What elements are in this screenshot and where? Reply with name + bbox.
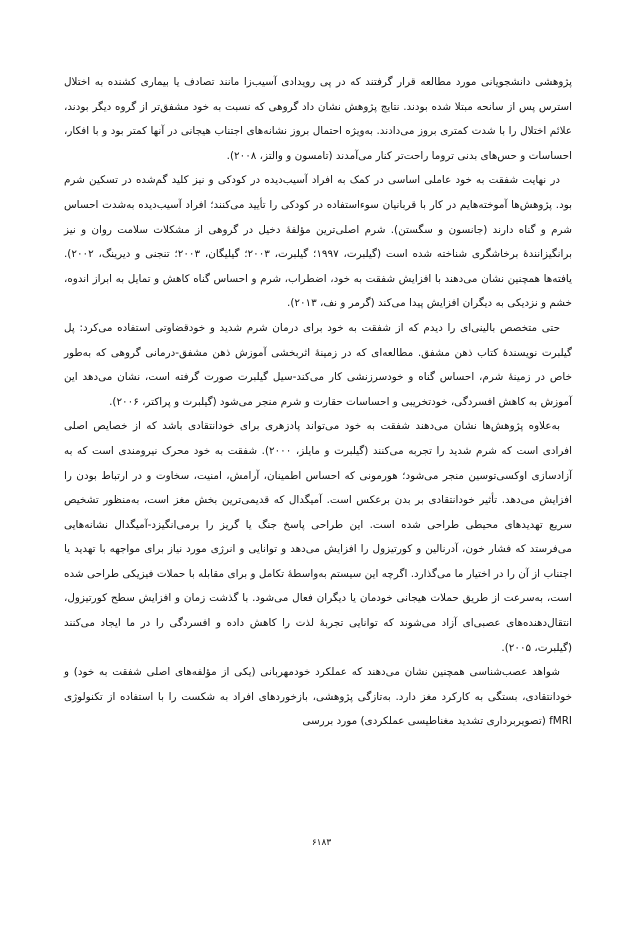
page-number: ۶۱۸۳ [311,838,332,848]
paragraph-3: حتی متخصص بالینی‌ای را دیدم که از شفقت به خود برای درمان شرم شدید و خودقضاوتی استفاده می‌کرد: پل گیلبرت نویسندهٔ کتاب ذهن مشفق. مطالعه‌ای که در زمینهٔ اثربخشی آموزش ذهن مشفق-درمانی گروهی که به‌طور خاص در زمینهٔ شرم، احساس گناه و خودسرزنشی کار می‌کند-سیل گیلبرت صورت گرفته است، نشان می‌دهد این آموزش به کاهش افسردگی، خودتخریبی و احساسات حقارت و شرم منجر می‌شود (گیلبرت و پراکتر، ۲۰۰۶). [64,321,572,408]
paragraph-5: شواهد عصب‌شناسی همچنین نشان می‌دهند که عملکرد خودمهربانی (یکی از مؤلفه‌های اصلی شفقت به خود) و خودانتقادی، بستگی به کارکرد مغز دارد. به‌تازگی پژوهشی، بازخوردهای افراد به شکست را با استفاده از تکنولوژی fMRI (تصویربرداری تشدید مغناطیسی عملکردی) مورد بررسی [64,666,572,728]
paragraph-2: در نهایت شفقت به خود عاملی اساسی در کمک به افراد آسیب‌دیده در کودکی و نیز کلید گم‌شده در تسکین شرم بود. پژوهش‌ها آموخته‌هایم در کار با قربانیان سوءاستفاده در کودکی را تأیید می‌کنند؛ افراد آسیب‌دیده به‌شدت احساس شرم و گناه دارند (جانسون و سگستن). شرم اصلی‌ترین مؤلفهٔ دخیل در گروهی از مشکلات سلامت روان و نیز برانگیزانندهٔ برخاشگری شناخته شده است (گیلبرت، ۱۹۹۷؛ گیلبرت، ۲۰۰۳؛ گیلیگان، ۲۰۰۳؛ تنجنی و دیرینگ، ۲۰۰۲). یافته‌ها همچنین نشان می‌دهند با افزایش شفقت به خود، اضطراب، شرم و احساس گناه کاهش و تمایل به ابراز اندوه، خشم و نزدیکی به دیگران افزایش پیدا می‌کند (گرمر و نف، ۲۰۱۳). [64,174,572,310]
page-body [64,70,572,734]
paragraph-1: پژوهشی دانشجویانی مورد مطالعه قرار گرفتند که در پی رویدادی آسیب‌زا مانند تصادف یا بیماری کشنده به اختلال استرس پس از سانحه مبتلا شده بودند. نتایج پژوهش نشان داد گروهی که نسبت به خود مشفق‌تر از گروه دیگر بودند، علائم اختلال را با شدت کمتری بروز می‌دادند. به‌ویژه احتمال بروز نشانه‌های اجتناب هیجانی در آنها کمتر بود و با افکار، احساسات و حس‌های بدنی تروما راحت‌تر کنار می‌آمدند (تامسون و والتز، ۲۰۰۸). [64,76,572,162]
paragraph-4: به‌علاوه پژوهش‌ها نشان می‌دهند شفقت به خود می‌تواند پادزهری برای خودانتقادی باشد که از خصایص اصلی افرادی است که شرم شدید را تجربه می‌کنند (گیلبرت و مایلز، ۲۰۰۰). شفقت به خود محرک نیرومندی است که به آزادسازی اوکسی‌توسین منجر می‌شود؛ هورمونی که احساس اطمینان، آرامش، امنیت، سخاوت و در ارتباط بودن را افزایش می‌دهد. تأثیر خودانتقادی بر بدن برعکس است. آمیگدال که قدیمی‌ترین بخش مغز است، به‌منظور تشخیص سریع تهدیدهای محیطی طراحی شده است. این طراحی پاسخ جنگ یا گریز را برمی‌انگیزد-آمیگدال نشانه‌هایی می‌فرستد که فشار خون، آدرنالین و کورتیزول را افزایش می‌دهد و توانایی و انرژی مورد نیاز برای مواجهه با تهدید یا اجتناب از آن را در اختیار ما می‌گذارد. اگرچه این سیستم به‌واسطهٔ تکامل و برای مقابله با حملات فیزیکی طراحی شده است، به‌سرعت از طریق حملات هیجانی خودمان یا دیگران فعال می‌شود. با گذشت زمان و افزایش سطح کورتیزول، انتقال‌دهنده‌های عصبی‌ای آزاد می‌شوند که توانایی تجربهٔ لذت را کاهش داده و افسردگی را در ما ایجاد می‌کنند (گیلبرت، ۲۰۰۵). [64,420,573,654]
